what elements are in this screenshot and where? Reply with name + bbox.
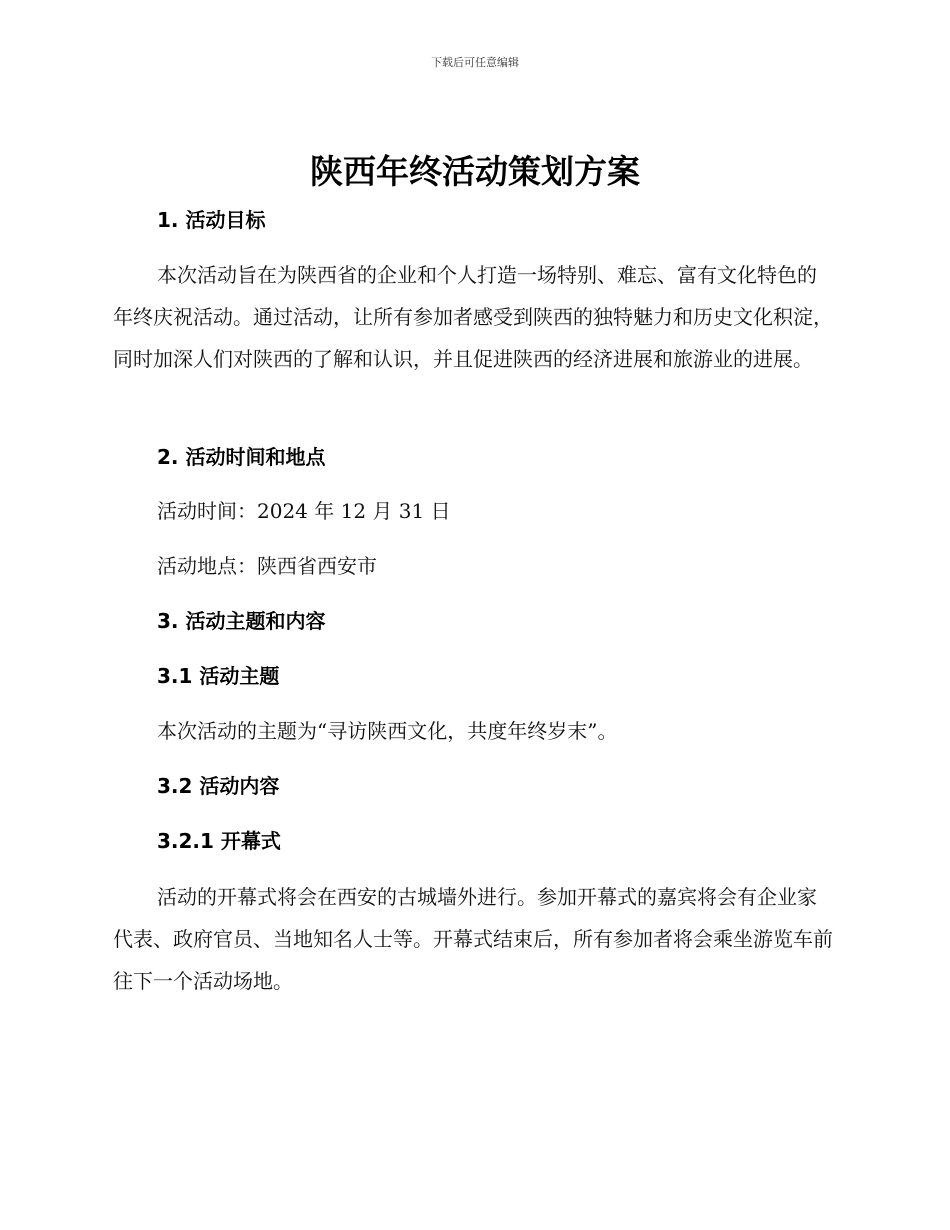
activity-place: 活动地点：陕西省西安市 — [157, 554, 377, 578]
section-heading-theme-content: 3. 活动主题和内容 — [157, 609, 326, 633]
header-note: 下载后可任意编辑 — [431, 56, 519, 69]
document-title: 陕西年终活动策划方案 — [310, 152, 640, 191]
subsection-heading-content: 3.2 活动内容 — [157, 774, 280, 798]
section-heading-time-place: 2. 活动时间和地点 — [157, 445, 326, 469]
opening-ceremony-text: 活动的开幕式将会在西安的古城墙外进行。参加开幕式的嘉宾将会有企业家代表、政府官员、当地知名人士等。开幕式结束后，所有参加者将会乘坐游览车前往下一个活动场地。 — [113, 885, 833, 993]
subsection-heading-opening: 3.2.1 开幕式 — [157, 829, 281, 853]
subsection-heading-theme: 3.1 活动主题 — [157, 664, 280, 688]
theme-text: 本次活动的主题为“寻访陕西文化，共度年终岁末”。 — [157, 719, 618, 743]
activity-time: 活动时间：2024 年 12 月 31 日 — [157, 499, 451, 523]
section-heading-goal: 1. 活动目标 — [157, 208, 266, 232]
section-body-goal: 本次活动旨在为陕西省的企业和个人打造一场特别、难忘、富有文化特色的年终庆祝活动。通过活动，让所有参加者感受到陕西的独特魅力和历史文化积淀，同时加深人们对陕西的了解和认识，并且促进陕西的经济进展和旅游业的进展。 — [113, 263, 833, 371]
